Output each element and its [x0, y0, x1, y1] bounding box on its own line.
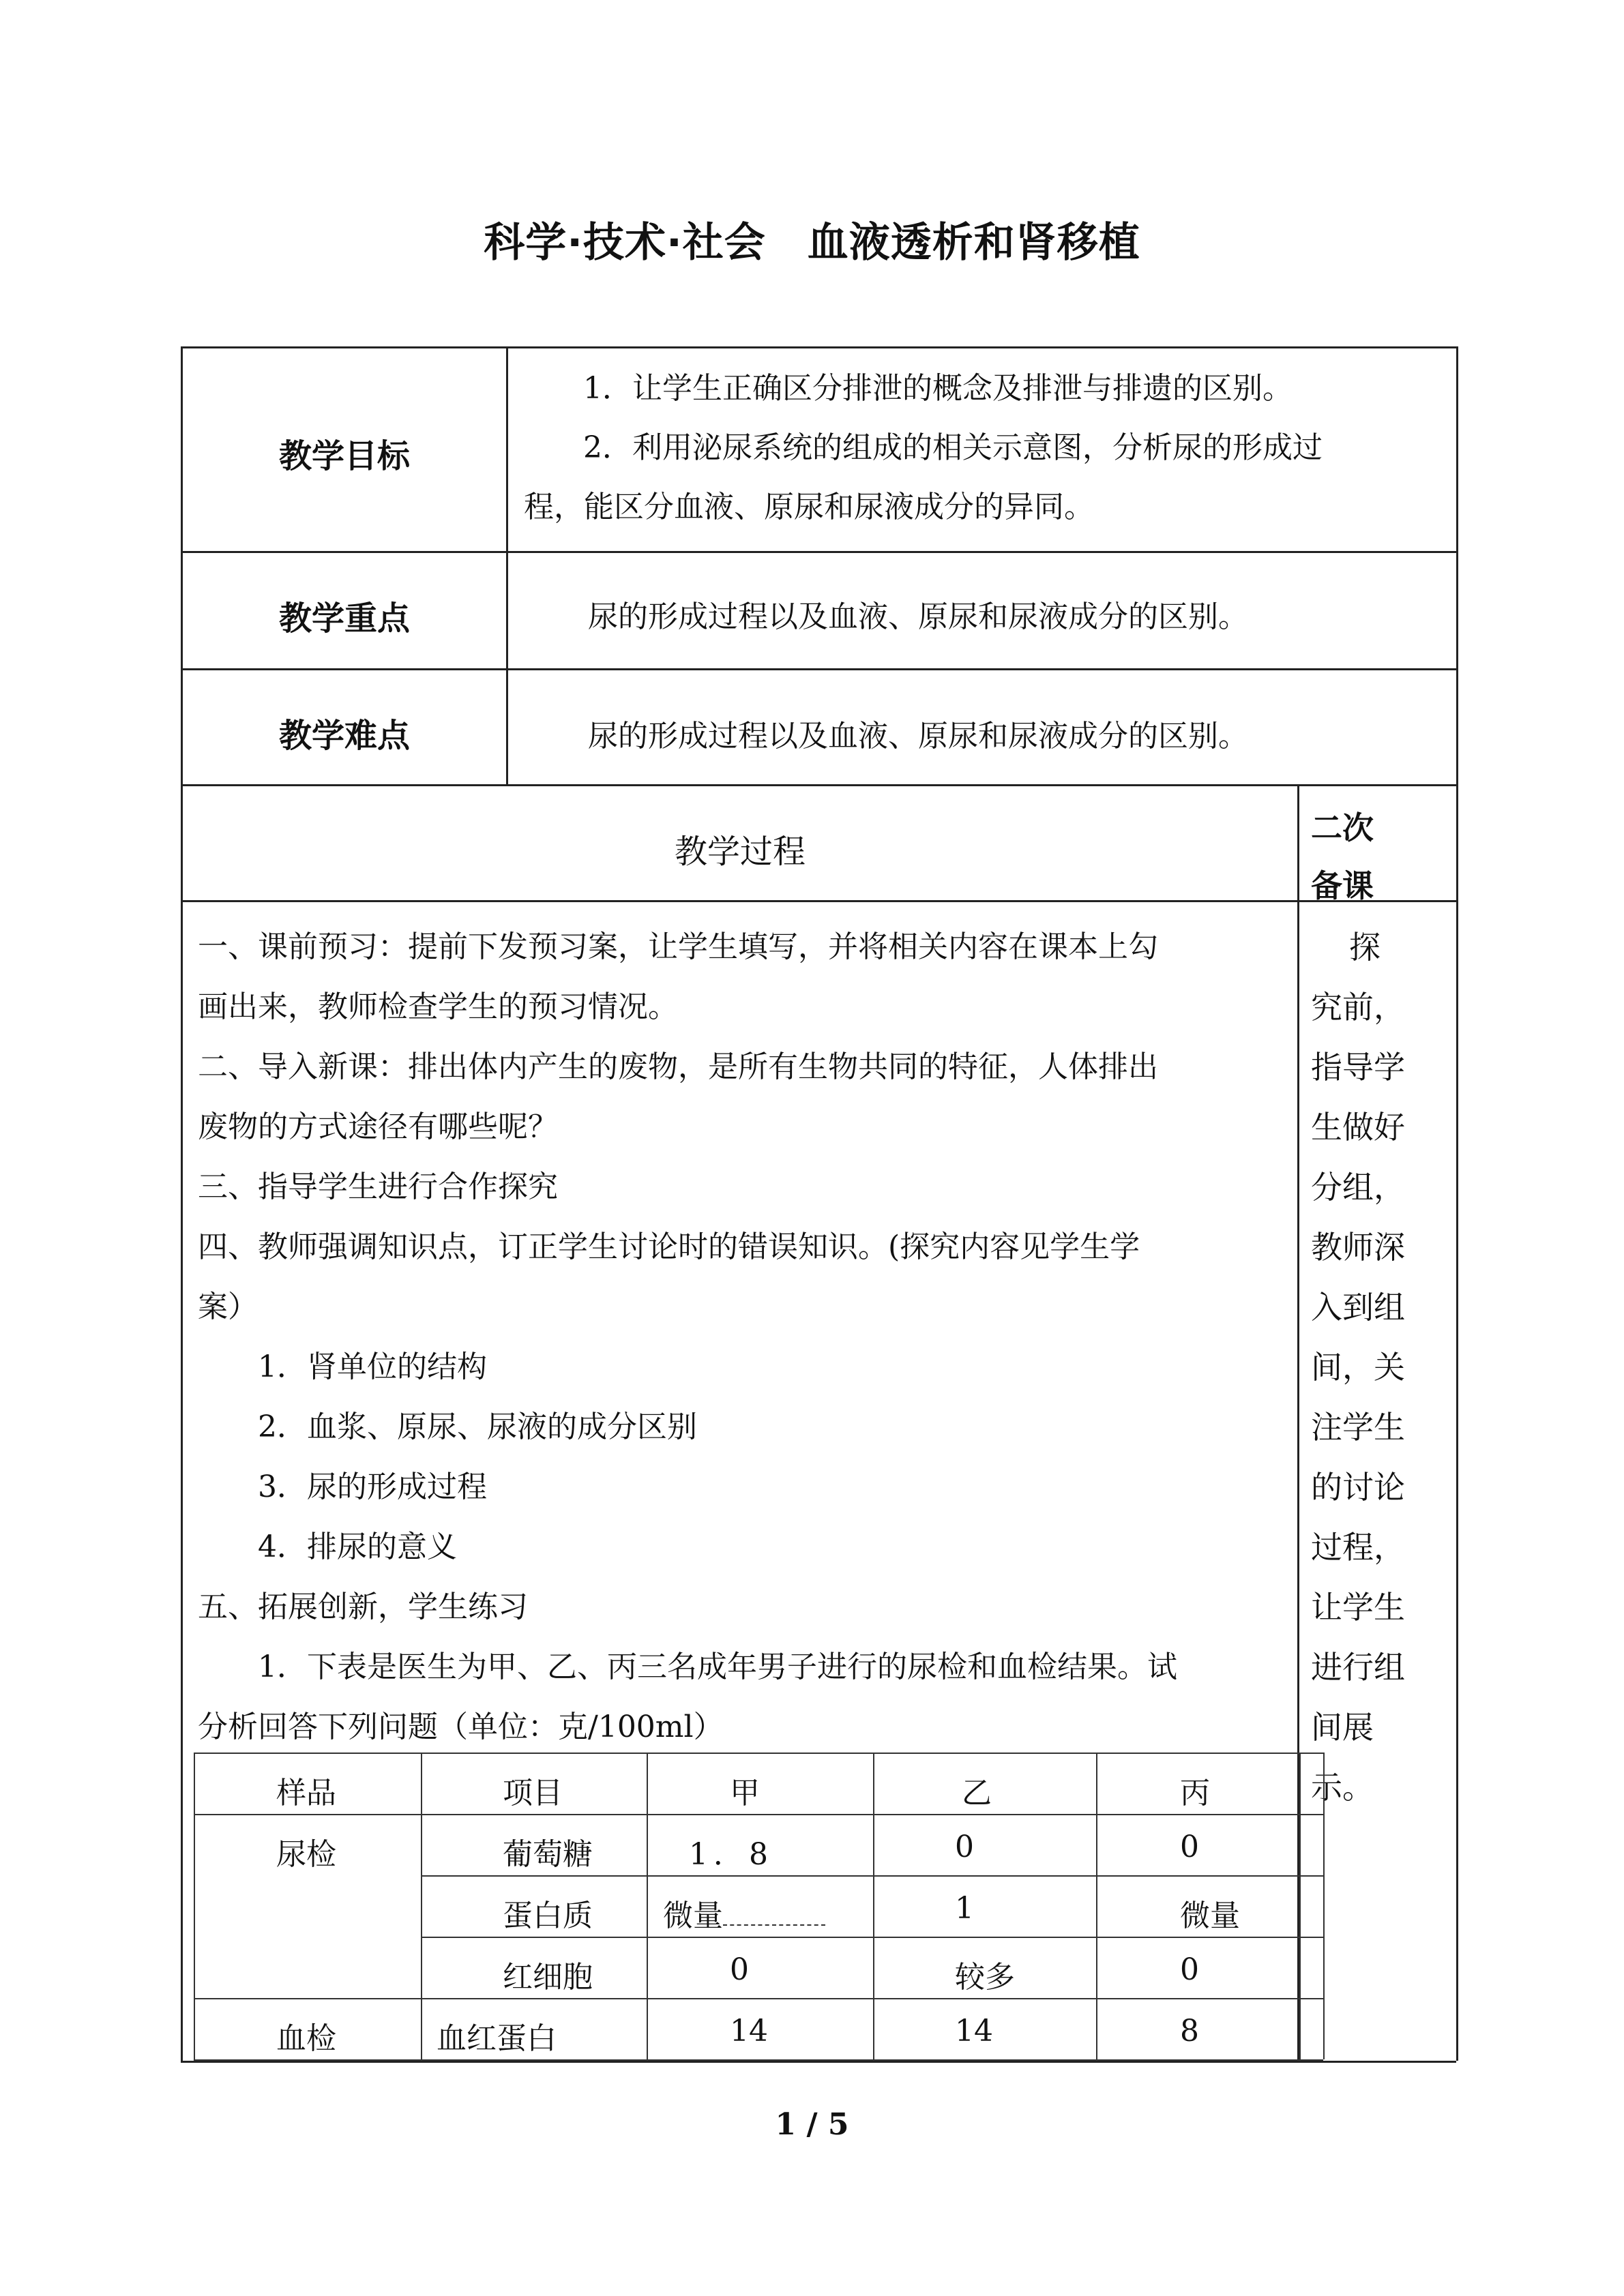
side-note-line: 间，关	[1311, 1349, 1405, 1386]
side-note-line: 分组，	[1311, 1169, 1405, 1206]
process-line: 画出来，教师检查学生的预习情况。	[198, 989, 678, 1024]
process-line: 一、课前预习：提前下发预习案，让学生填写，并将相关内容在课本上勾	[198, 929, 1158, 964]
urine-row-a: 0	[730, 1952, 749, 1987]
process-label: 教学过程	[674, 833, 806, 871]
results-table-line	[421, 1875, 1323, 1877]
row-divider	[181, 784, 1456, 786]
side-note-line: 究前，	[1311, 989, 1405, 1026]
process-line: 1．肾单位的结构	[258, 1350, 487, 1384]
page-number: 1 / 5	[775, 2107, 849, 2142]
blood-row-item: 血红蛋白	[437, 2021, 557, 2056]
urine-row-item: 蛋白质	[503, 1898, 593, 1933]
results-table-line	[194, 1753, 195, 2059]
process-line: 3．尿的形成过程	[258, 1470, 487, 1504]
side-note-line: 生做好	[1311, 1109, 1405, 1146]
results-table-line	[194, 1753, 1323, 1754]
urine-row-c: 0	[1180, 1830, 1199, 1864]
process-line: 分析回答下列问题（单位：克/100ml）	[198, 1710, 724, 1744]
focus-text: 尿的形成过程以及血液、原尿和尿液成分的区别。	[588, 599, 1248, 634]
blood-row-c: 8	[1180, 2014, 1199, 2048]
results-table-line	[194, 1998, 1323, 1999]
goals-line-1: 1．让学生正确区分排泄的概念及排泄与排遗的区别。	[583, 371, 1293, 406]
process-line: 三、指导学生进行合作探究	[198, 1169, 558, 1204]
label-column-divider	[506, 346, 508, 784]
process-line: 1．下表是医生为甲、乙、丙三名成年男子进行的尿检和血检结果。试	[258, 1650, 1177, 1684]
process-line: 案）	[198, 1289, 258, 1324]
side-note-line: 探	[1349, 929, 1381, 966]
table-border-right	[1456, 346, 1458, 2061]
side-note-line: 教师深	[1311, 1229, 1405, 1266]
results-header-sample: 样品	[276, 1776, 336, 1810]
process-line: 四、教师强调知识点，订正学生讨论时的错误知识。(探究内容见学生学	[198, 1229, 1140, 1264]
side-note-line: 让学生	[1311, 1589, 1405, 1626]
results-table-line	[1299, 1753, 1301, 2059]
side-note-line: 指导学	[1311, 1049, 1405, 1086]
row-divider	[181, 668, 1456, 670]
blood-row-b: 14	[955, 2014, 993, 2048]
results-table-line	[1323, 1753, 1325, 2059]
goals-line-2: 2．利用泌尿系统的组成的相关示意图，分析尿的形成过	[583, 430, 1323, 465]
side-note-line: 进行组	[1311, 1649, 1405, 1686]
process-line: 二、导入新课：排出体内产生的废物，是所有生物共同的特征，人体排出	[198, 1049, 1158, 1084]
side-note-line: 入到组	[1311, 1289, 1405, 1326]
second-prep-label-2: 备课	[1311, 867, 1374, 904]
side-note-line: 的讨论	[1311, 1469, 1405, 1506]
urine-test-label: 尿检	[276, 1837, 336, 1872]
results-table-line	[194, 1814, 1323, 1815]
process-line: 2．血浆、原尿、尿液的成分区别	[258, 1410, 697, 1444]
urine-row-b: 较多	[955, 1960, 1015, 1995]
second-prep-label-1: 二次	[1311, 809, 1374, 846]
side-note-line: 示。	[1311, 1769, 1374, 1806]
results-table-line	[194, 2059, 1323, 2061]
urine-row-b: 0	[955, 1830, 974, 1864]
page-title: 科学·技术·社会 血液透析和肾移植	[484, 219, 1140, 267]
dashed-underline	[723, 1904, 825, 1926]
results-table-line	[647, 1753, 648, 2059]
results-header-item: 项目	[503, 1776, 563, 1810]
urine-row-item: 红细胞	[503, 1960, 593, 1995]
row-divider	[181, 900, 1456, 902]
results-table-line	[873, 1753, 874, 2059]
process-line: 五、拓展创新，学生练习	[198, 1590, 528, 1624]
blood-test-label: 血检	[276, 2021, 336, 2056]
process-line: 废物的方式途径有哪些呢？	[198, 1109, 558, 1144]
side-note-line: 注学生	[1311, 1409, 1405, 1446]
difficulty-label: 教学难点	[278, 717, 410, 755]
row-divider	[181, 551, 1456, 553]
results-header-c: 丙	[1180, 1776, 1210, 1810]
urine-row-b: 1	[955, 1891, 974, 1926]
side-note-line: 间展	[1311, 1709, 1374, 1746]
urine-row-a	[663, 1891, 825, 1935]
urine-row-c: 0	[1180, 1952, 1199, 1987]
goals-label: 教学目标	[278, 437, 410, 475]
goals-line-3: 程，能区分血液、原尿和尿液成分的异同。	[524, 490, 1094, 524]
blood-row-a: 14	[730, 2014, 768, 2048]
table-border-bottom	[181, 2061, 1456, 2063]
urine-row-a-value: 微量	[663, 1898, 723, 1933]
urine-row-item: 葡萄糖	[503, 1837, 593, 1872]
results-table-line	[421, 1937, 1323, 1938]
process-line: 4．排尿的意义	[258, 1530, 457, 1564]
focus-label: 教学重点	[278, 599, 410, 638]
urine-row-a: 1．8	[689, 1837, 773, 1872]
results-header-b: 乙	[962, 1776, 992, 1810]
results-header-a: 甲	[730, 1776, 760, 1810]
results-table-line	[1096, 1753, 1097, 2059]
table-border-top	[181, 346, 1456, 348]
urine-row-c: 微量	[1180, 1898, 1240, 1933]
difficulty-text: 尿的形成过程以及血液、原尿和尿液成分的区别。	[588, 719, 1248, 754]
results-table-line	[421, 1753, 422, 2059]
side-note-line: 过程，	[1311, 1529, 1405, 1566]
